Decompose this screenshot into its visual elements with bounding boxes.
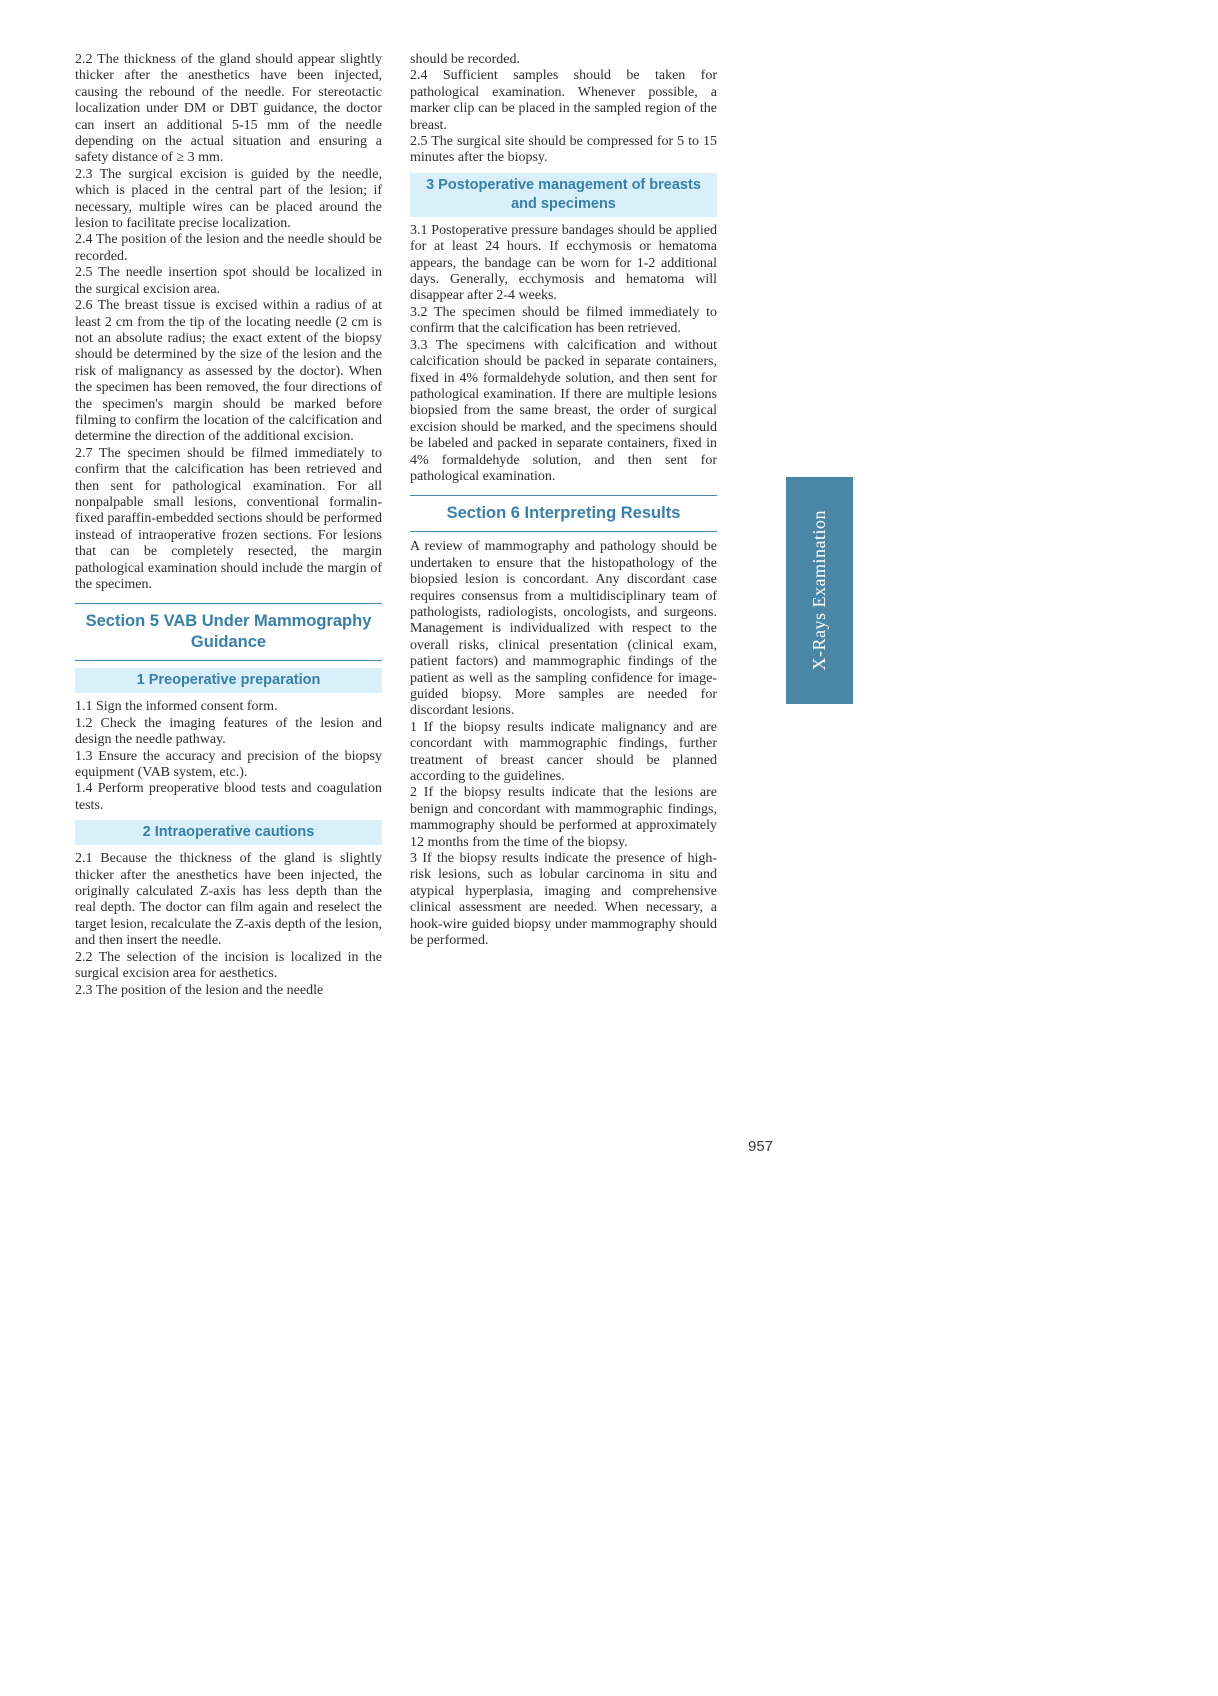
- page-number: 957: [748, 1138, 774, 1155]
- chapter-tab-label: X-Rays Examination: [809, 510, 829, 671]
- paragraph: 2.5 The needle insertion spot should be localized in the surgical excision area.: [75, 265, 382, 297]
- paragraph: 3.2 The specimen should be filmed immediately to confirm that the calcification has been retrieved.: [410, 304, 717, 337]
- paragraph: A review of mammography and pathology should be undertaken to ensure that the histopathology of the biopsied lesion is concordant. Any discordant case requires consensus from a multidisciplinary team of pathologists, radiologists, oncologists, and surgeons. Management is individualized with respect to the overall risks, clinical presentation (clinical exam, patient factors) and mammographic findings of the patient as well as the sampling confidence for image-guided biopsy. More samples are needed for discordant lesions.: [410, 539, 717, 719]
- paragraph: 2.5 The surgical site should be compressed for 5 to 15 minutes after the biopsy.: [410, 134, 717, 166]
- paragraph: 1.4 Perform preoperative blood tests and coagulation tests.: [75, 781, 382, 813]
- paragraph: 2.7 The specimen should be filmed immediately to confirm that the calcification has been retrieved and then sent for pathological examination. For all nonpalpable small lesions, conventional formalin-fixed paraffin-embedded sections should be performed instead of intraoperative frozen sections. For lesions that can be completely resected, the margin pathological examination should include the margin of the specimen.: [75, 445, 382, 592]
- paragraph: 3 If the biopsy results indicate the presence of high-risk lesions, such as lobular carcinoma in situ and atypical hyperplasia, imaging and comprehensive clinical assessment are needed. When necessary, a hook-wire guided biopsy under mammography should be performed.: [410, 851, 717, 949]
- paragraph: 2.3 The position of the lesion and the needle: [75, 982, 324, 998]
- subsection-3-banner: [410, 173, 717, 217]
- subsection-2-title: 2 Intraoperative cautions: [142, 824, 315, 841]
- chapter-edge-tab: [786, 477, 853, 704]
- subsection-1-banner: [75, 668, 382, 693]
- paragraph: 2.4 The position of the lesion and the needle should be recorded.: [75, 232, 382, 264]
- paragraph: 2.2 The thickness of the gland should appear slightly thicker after the anesthetics have been injected, causing the rebound of the needle. For stereotactic localization under DM or DBT guidance, the doctor can insert an additional 5-15 mm of the needle depending on the actual situation and ensuring a safety distance of ≥ 3 mm.: [75, 52, 382, 166]
- section-5-title: Section 5 VAB Under Mammography Guidance: [85, 612, 372, 652]
- paragraph: 2.1 Because the thickness of the gland is slightly thicker after the anesthetics have been injected, the originally calculated Z-axis has less depth than the real depth. The doctor can film again and reselect the target lesion, recalculate the Z-axis depth of the lesion, and then insert the needle.: [75, 851, 382, 949]
- paragraph: 1.2 Check the imaging features of the lesion and design the needle pathway.: [75, 715, 382, 748]
- paragraph: 2.3 The surgical excision is guided by the needle, which is placed in the central part of the lesion; if necessary, multiple wires can be placed around the lesion to facilitate precise localization.: [75, 166, 382, 232]
- paragraph: 1.3 Ensure the accuracy and precision of the biopsy equipment (VAB system, etc.).: [75, 748, 382, 781]
- paragraph: 2.4 Sufficient samples should be taken for pathological examination. Whenever possible, a marker clip can be placed in the sampled region of the breast.: [410, 68, 717, 133]
- subsection-2-banner: [75, 820, 382, 845]
- paragraph: should be recorded.: [410, 52, 521, 67]
- paragraph: 2.2 The selection of the incision is localized in the surgical excision area for aesthetics.: [75, 949, 382, 982]
- section-6-heading: [410, 495, 717, 532]
- subsection-3-title: 3 Postoperative management of breasts and specimens: [426, 176, 701, 212]
- paragraph: 2 If the biopsy results indicate that the lesions are benign and concordant with mammographic findings, mammography should be performed at approximately 12 months from the time of the biopsy.: [410, 785, 717, 850]
- section-6-title: Section 6 Interpreting Results: [446, 504, 681, 523]
- paragraph: 1.1 Sign the informed consent form.: [75, 699, 278, 715]
- paragraph: 3.1 Postoperative pressure bandages should be applied for at least 24 hours. If ecchymosis or hematoma appears, the bandage can be worn for 1-2 additional days. Generally, ecchymosis and hematoma will disappear after 2-4 weeks.: [410, 222, 717, 304]
- subsection-1-title: 1 Preoperative preparation: [136, 672, 321, 689]
- paragraph: 3.3 The specimens with calcification and without calcification should be packed in separate containers, fixed in 4% formaldehyde solution, and then sent for pathological examination. If there are multiple lesions biopsied from the same breast, the order of surgical excision should be marked, and the specimens should be labeled and packed in separate containers, fixed in 4% formaldehyde solution, and then sent for pathological examination.: [410, 337, 717, 484]
- left-column: [75, 52, 382, 999]
- paragraph: 1 If the biopsy results indicate malignancy and are concordant with mammographic findings, further treatment of breast cancer should be planned according to the guidelines.: [410, 719, 717, 785]
- paragraph: 2.6 The breast tissue is excised within a radius of at least 2 cm from the tip of the locating needle (2 cm is not an absolute radius; the exact extent of the biopsy should be determined by the size of the lesion and the risk of malignancy as assessed by the doctor). When the specimen has been removed, the four directions of the specimen's margin should be marked before filming to confirm the location of the calcification and determine the direction of the additional excision.: [75, 298, 382, 445]
- section-5-heading: [75, 603, 382, 661]
- right-column: [410, 52, 717, 950]
